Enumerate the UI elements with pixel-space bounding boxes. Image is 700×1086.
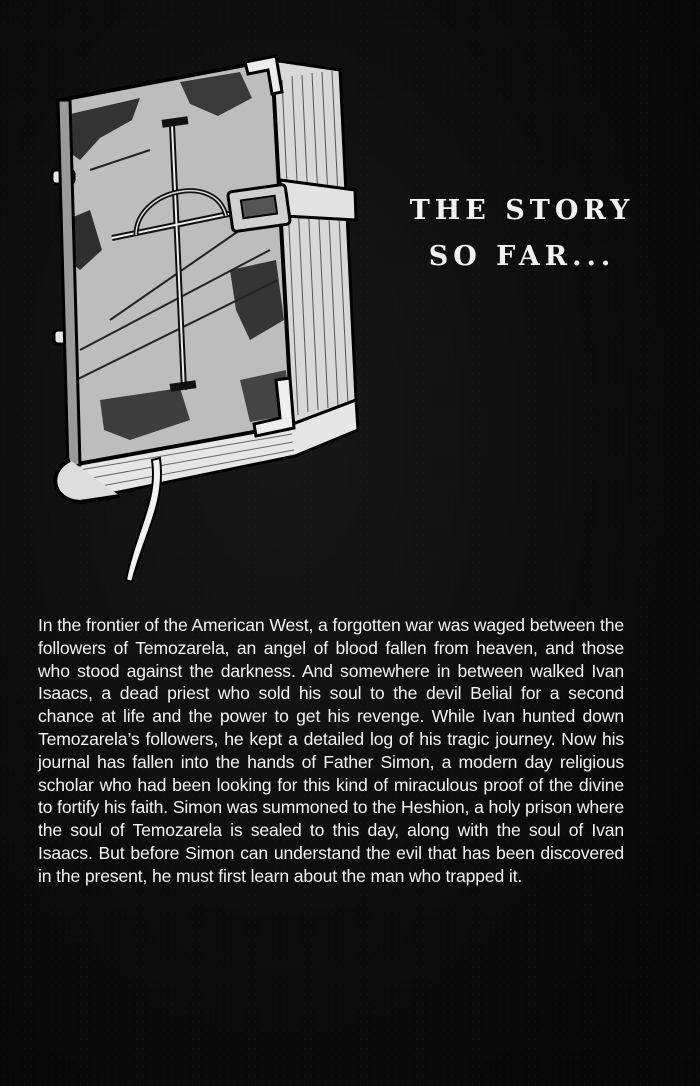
story-so-far-heading — [392, 188, 652, 280]
heading-line-2: SO FAR... — [428, 241, 616, 272]
story-summary-paragraph: In the frontier of the American West, a forgotten war was waged between the followers of Temozarela, an angel of blood fallen from heaven, and those who stood against the darkness. And somewhere in between walked Ivan Isaacs, a dead priest who sold his soul to the devil Belial for a second chance at life and the power to get his revenge. While Ivan hunted down Temozarela’s followers, he kept a detailed log of his tragic journey. Now his journal has fallen into the hands of Father Simon, a modern day religious scholar who had been looking for this kind of miraculous proof of the divine to fortify his faith. Simon was summoned to the Heshion, a holy prison where the soul of Temozarela is sealed to this day, along with the soul of Ivan Isaacs. But before Simon can understand the evil that has been discovered in the present, he must first learn about the man who trapped it. — [38, 615, 624, 886]
heading-line-1: THE STORY — [409, 195, 635, 226]
journal-book-icon — [40, 20, 380, 590]
